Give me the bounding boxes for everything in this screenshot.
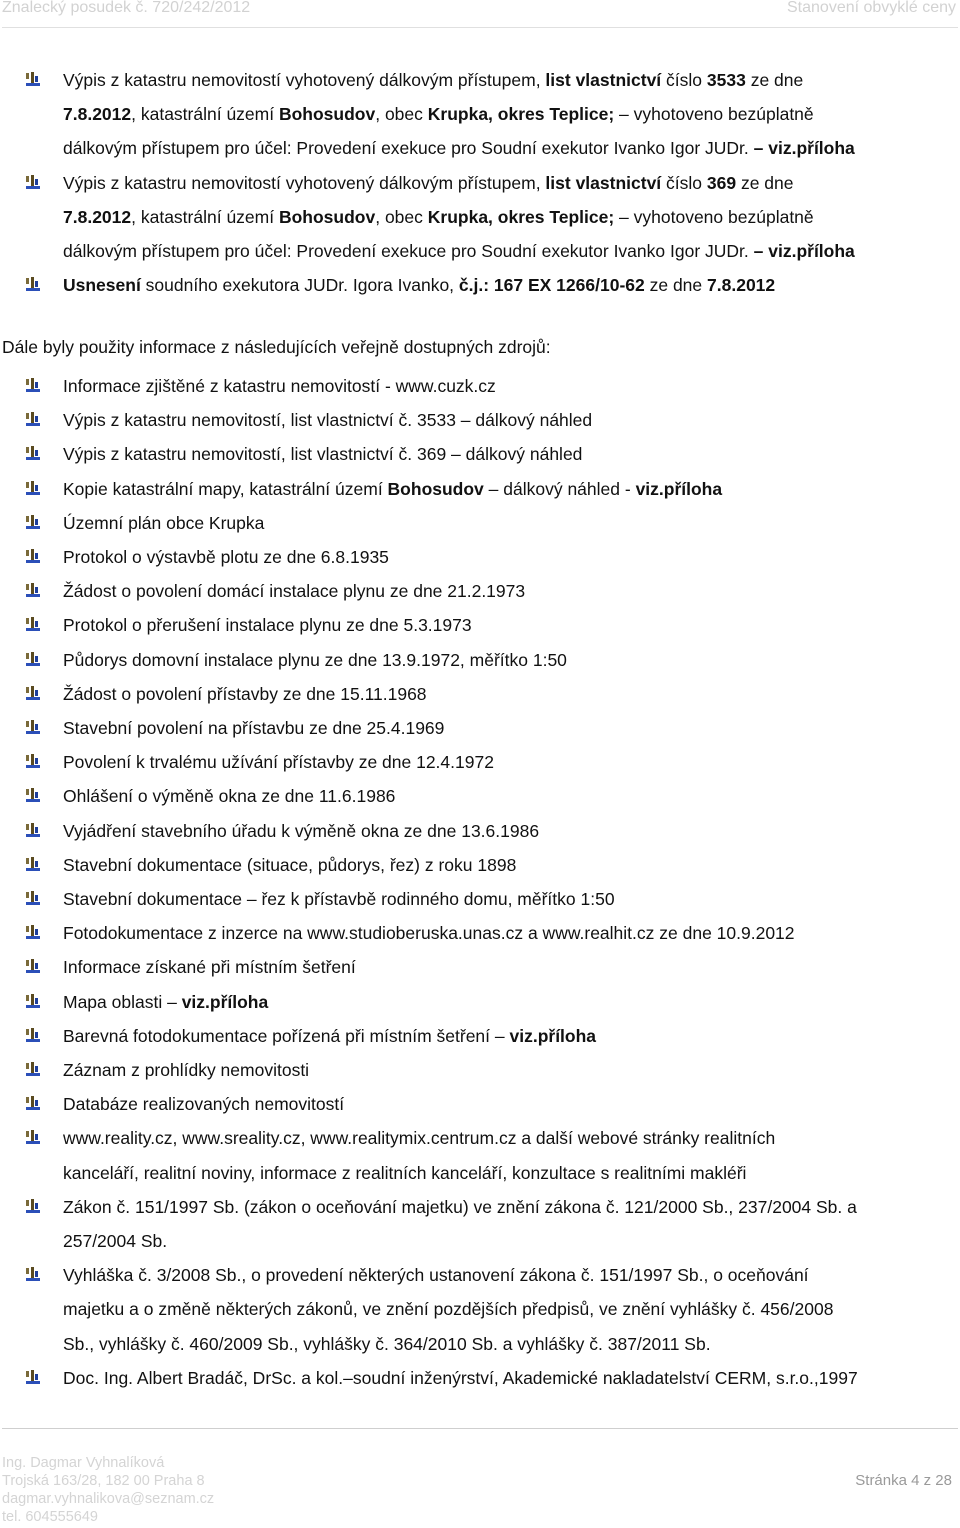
footer-email: dagmar.vyhnalikova@seznam.cz <box>2 1491 215 1507</box>
list-item-line: www.reality.cz, www.sreality.cz, www.realitymix.centrum.cz a další webové stránky realitních <box>63 1128 776 1149</box>
page-number: Stránka 4 z 28 <box>855 1472 952 1489</box>
bullet-icon <box>26 925 40 939</box>
bullet-icon <box>26 857 40 871</box>
list-item <box>0 403 960 437</box>
list-item-line: Databáze realizovaných nemovitostí <box>63 1094 345 1115</box>
list-item-line: Usnesení soudního exekutora JUDr. Igora Ivanko, č.j.: 167 EX 1266/10-62 ze dne 7.8.2012 <box>63 275 776 296</box>
list-item-line: 257/2004 Sb. <box>63 1231 168 1252</box>
list-item <box>0 916 960 950</box>
list-item <box>0 166 960 269</box>
bullet-icon <box>26 994 40 1008</box>
list-item-line: Žádost o povolení domácí instalace plynu ze dne 21.2.1973 <box>63 581 526 602</box>
bullet-icon <box>26 1028 40 1042</box>
list-item <box>0 369 960 403</box>
list-item <box>0 63 960 166</box>
bullet-icon <box>26 515 40 529</box>
header-document-title: Znalecký posudek č. 720/242/2012 <box>2 0 251 16</box>
bullet-icon <box>26 959 40 973</box>
list-item-line: kanceláří, realitní noviny, informace z realitních kanceláří, konzultace s realitními makléři <box>63 1162 747 1183</box>
list-item <box>0 574 960 608</box>
list-item-line: Žádost o povolení přístavby ze dne 15.11.1968 <box>63 683 427 704</box>
list-item-line: Zákon č. 151/1997 Sb. (zákon o oceňování majetku) ve znění zákona č. 121/2000 Sb., 237/2004 Sb. a <box>63 1196 857 1217</box>
bullet-icon <box>26 891 40 905</box>
list-item <box>0 506 960 540</box>
bullet-icon <box>26 481 40 495</box>
list-item-line: Fotodokumentace z inzerce na www.studioberuska.unas.cz a www.realhit.cz ze dne 10.9.2012 <box>63 923 795 944</box>
sources-list-public <box>0 369 960 1395</box>
bullet-icon <box>26 1096 40 1110</box>
bullet-icon <box>26 175 40 189</box>
list-item-line: dálkovým přístupem pro účel: Provedení exekuce pro Soudní exekutor Ivanko Igor JUDr. – viz.příloha <box>63 138 855 159</box>
bullet-icon <box>26 446 40 460</box>
list-item-line: Mapa oblasti – viz.příloha <box>63 991 269 1012</box>
bullet-icon <box>26 412 40 426</box>
bullet-icon <box>26 72 40 86</box>
list-item <box>0 643 960 677</box>
list-item <box>0 779 960 813</box>
list-item <box>0 848 960 882</box>
list-item-line: Kopie katastrální mapy, katastrální území Bohosudov – dálkový náhled - viz.příloha <box>63 478 723 499</box>
list-item <box>0 1019 960 1053</box>
list-item <box>0 677 960 711</box>
bullet-icon <box>26 549 40 563</box>
list-item <box>0 745 960 779</box>
list-item-line: Doc. Ing. Albert Bradáč, DrSc. a kol.–soudní inženýrství, Akademické nakladatelství CERM, s.r.o.,1997 <box>63 1367 858 1388</box>
list-item-line: Stavební dokumentace – řez k přístavbě rodinného domu, měřítko 1:50 <box>63 889 615 910</box>
list-item-line: Stavební dokumentace (situace, půdorys, řez) z roku 1898 <box>63 854 517 875</box>
bullet-icon <box>26 1062 40 1076</box>
bullet-icon <box>26 277 40 291</box>
bullet-icon <box>26 583 40 597</box>
footer-phone: tel. 604555649 <box>2 1509 98 1525</box>
list-item-line: Vyjádření stavebního úřadu k výměně okna ze dne 13.6.1986 <box>63 820 540 841</box>
list-item <box>0 1361 960 1395</box>
list-item-line: Barevná fotodokumentace pořízená při místním šetření – viz.příloha <box>63 1025 597 1046</box>
list-item <box>0 1087 960 1121</box>
list-item <box>0 814 960 848</box>
header-divider <box>2 27 958 28</box>
list-item-line: Půdorys domovní instalace plynu ze dne 13.9.1972, měřítko 1:50 <box>63 649 567 670</box>
list-item-line: 7.8.2012, katastrální území Bohosudov, obec Krupka, okres Teplice; – vyhotoveno bezúplatně <box>63 206 814 227</box>
bullet-icon <box>26 754 40 768</box>
page-header <box>0 0 960 28</box>
list-item-line: Protokol o výstavbě plotu ze dne 6.8.1935 <box>63 547 389 568</box>
list-item-line: Informace získané při místním šetření <box>63 957 356 978</box>
sources-list-top <box>0 63 960 302</box>
list-item <box>0 472 960 506</box>
list-item <box>0 1190 960 1258</box>
sources-intro: Dále byly použity informace z následujících veřejně dostupných zdrojů: <box>2 337 551 357</box>
list-item <box>0 1053 960 1087</box>
list-item-line: Informace zjištěné z katastru nemovitostí - www.cuzk.cz <box>63 376 496 396</box>
list-item-line: Protokol o přerušení instalace plynu ze dne 5.3.1973 <box>63 615 472 636</box>
header-section-title: Stanovení obvyklé ceny <box>787 0 956 16</box>
list-item-line: Výpis z katastru nemovitostí vyhotovený dálkovým přístupem, list vlastnictví číslo 3533 ze dne <box>63 70 804 90</box>
footer-divider <box>2 1428 958 1429</box>
list-item-line: Vyhláška č. 3/2008 Sb., o provedení některých ustanovení zákona č. 151/1997 Sb., o oceňování <box>63 1265 809 1286</box>
list-item-line: Územní plán obce Krupka <box>63 512 265 533</box>
list-item <box>0 985 960 1019</box>
bullet-icon <box>26 1130 40 1144</box>
list-item <box>0 608 960 642</box>
bullet-icon <box>26 1199 40 1213</box>
footer-author-name: Ing. Dagmar Vyhnalíková <box>2 1455 165 1471</box>
bullet-icon <box>26 652 40 666</box>
bullet-icon <box>26 1267 40 1281</box>
bullet-icon <box>26 617 40 631</box>
list-item-line: Ohlášení o výměně okna ze dne 11.6.1986 <box>63 786 396 807</box>
bullet-icon <box>26 686 40 700</box>
list-item <box>0 882 960 916</box>
list-item-line: dálkovým přístupem pro účel: Provedení exekuce pro Soudní exekutor Ivanko Igor JUDr. – viz.příloha <box>63 241 855 262</box>
list-item-line: 7.8.2012, katastrální území Bohosudov, obec Krupka, okres Teplice; – vyhotoveno bezúplatně <box>63 104 814 125</box>
bullet-icon <box>26 788 40 802</box>
list-item <box>0 540 960 574</box>
list-item-line: Stavební povolení na přístavbu ze dne 25.4.1969 <box>63 718 445 739</box>
list-item-line: Sb., vyhlášky č. 460/2009 Sb., vyhlášky č. 364/2010 Sb. a vyhlášky č. 387/2011 Sb. <box>63 1333 711 1354</box>
bullet-icon <box>26 823 40 837</box>
bullet-icon <box>26 1370 40 1384</box>
list-item <box>0 1121 960 1189</box>
list-item-line: Výpis z katastru nemovitostí vyhotovený dálkovým přístupem, list vlastnictví číslo 369 ze dne <box>63 172 794 193</box>
footer-address: Trojská 163/28, 182 00 Praha 8 <box>2 1473 205 1489</box>
list-item <box>0 268 960 302</box>
bullet-icon <box>26 378 40 392</box>
list-item-line: Povolení k trvalému užívání přístavby ze dne 12.4.1972 <box>63 752 494 773</box>
list-item-line: Výpis z katastru nemovitostí, list vlastnictví č. 3533 – dálkový náhled <box>63 410 593 431</box>
list-item-line: Záznam z prohlídky nemovitosti <box>63 1060 310 1081</box>
list-item-line: Výpis z katastru nemovitostí, list vlastnictví č. 369 – dálkový náhled <box>63 444 583 465</box>
list-item-line: majetku a o změně některých zákonů, ve znění pozdějších předpisů, ve znění vyhlášky č. 456/2008 <box>63 1299 834 1320</box>
list-item <box>0 950 960 984</box>
list-item <box>0 437 960 471</box>
bullet-icon <box>26 720 40 734</box>
list-item <box>0 711 960 745</box>
list-item <box>0 1258 960 1361</box>
